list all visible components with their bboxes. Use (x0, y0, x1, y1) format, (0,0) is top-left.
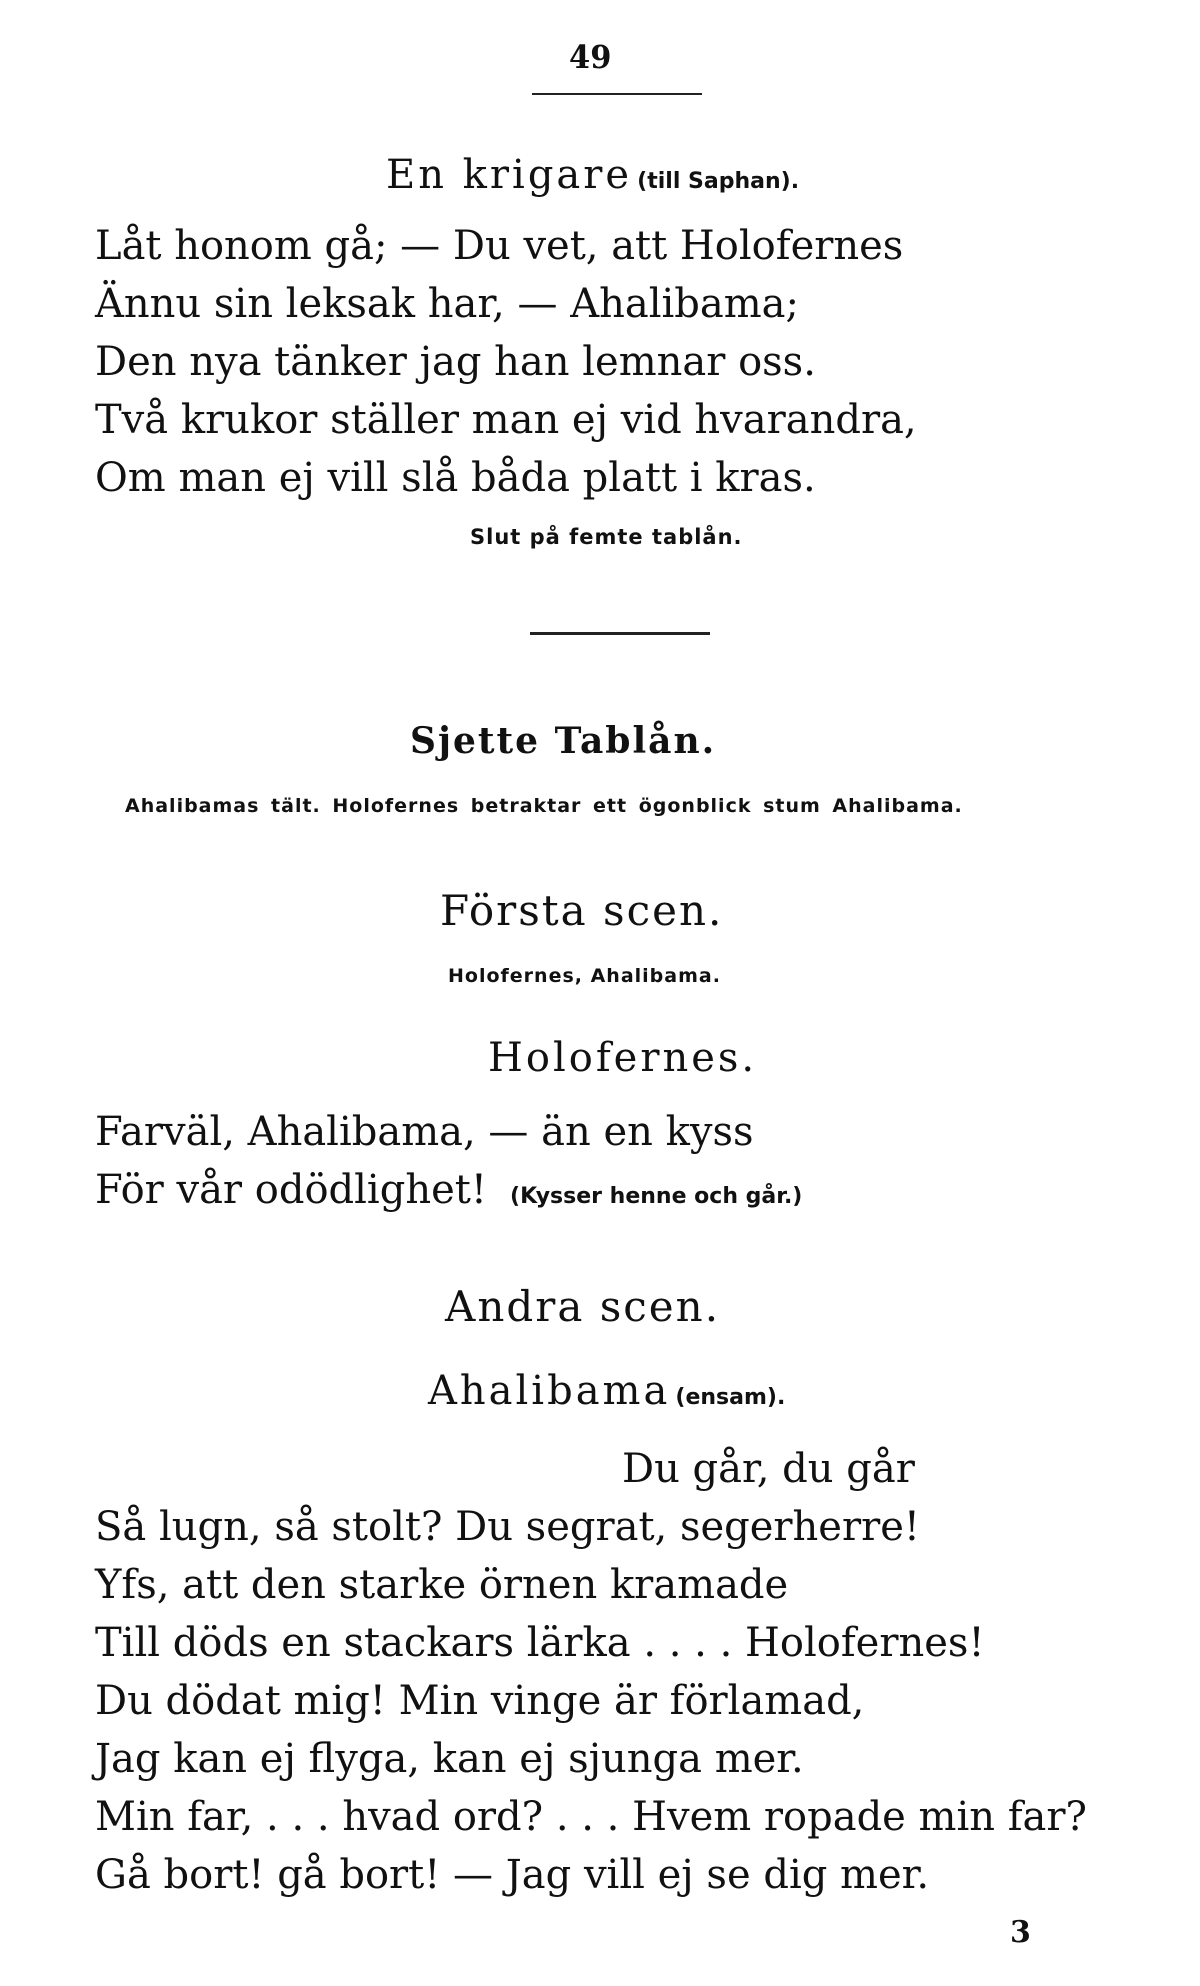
scene-title: Andra scen. (445, 1282, 721, 1331)
speaker-name: En krigare (386, 152, 633, 198)
verse-line: Den nya tänker jag han lemnar oss. (95, 339, 816, 385)
verse-line: Min far, . . . hvad ord? . . . Hvem ropade min far? (95, 1794, 1087, 1840)
section-divider (530, 632, 710, 635)
verse-line-with-action (95, 1161, 802, 1219)
verse-line: Gå bort! gå bort! — Jag vill ej se dig mer. (95, 1852, 930, 1898)
end-note: Slut på femte tablån. (470, 525, 743, 549)
verse-line: Du går, du går (622, 1446, 915, 1492)
verse-line: Jag kan ej flyga, kan ej sjunga mer. (95, 1736, 804, 1782)
speaker-note: (till Saphan). (637, 169, 800, 194)
verse-line: Du dödat mig! Min vinge är förlamad, (95, 1678, 865, 1724)
speaker-name: Holofernes. (488, 1035, 758, 1081)
stage-direction: Ahalibamas tält. Holofernes betraktar ett ögonblick stum Ahalibama. (125, 795, 963, 817)
verse-line: Farväl, Ahalibama, — än en kyss (95, 1109, 754, 1155)
verse-line: Låt honom gå; — Du vet, att Holofernes (95, 223, 904, 269)
verse-line: Så lugn, så stolt? Du segrat, segerherre! (95, 1504, 920, 1550)
page-number: 49 (569, 38, 612, 76)
speaker-heading (386, 152, 799, 198)
verse-line: Yfs, att den starke örnen kramade (95, 1562, 789, 1608)
verse-line: Ännu sin leksak har, — Ahalibama; (95, 281, 799, 327)
verse-line: Om man ej vill slå båda platt i kras. (95, 455, 816, 501)
verse-line: Två krukor ställer man ej vid hvarandra, (95, 397, 917, 443)
tableau-title: Sjette Tablån. (410, 720, 717, 762)
speaker-heading (428, 1368, 785, 1414)
scene-characters: Holofernes, Ahalibama. (448, 965, 721, 987)
stage-action: (Kysser henne och går.) (510, 1184, 803, 1209)
speaker-name: Ahalibama (428, 1368, 671, 1414)
signature-mark: 3 (1010, 1915, 1031, 1950)
header-rule (532, 93, 702, 95)
speaker-note: (ensam). (675, 1385, 786, 1410)
verse-text: För vår odödlighet! (95, 1167, 487, 1213)
verse-line: Till döds en stackars lärka . . . . Holofernes! (95, 1620, 985, 1666)
scene-title: Första scen. (440, 886, 724, 935)
